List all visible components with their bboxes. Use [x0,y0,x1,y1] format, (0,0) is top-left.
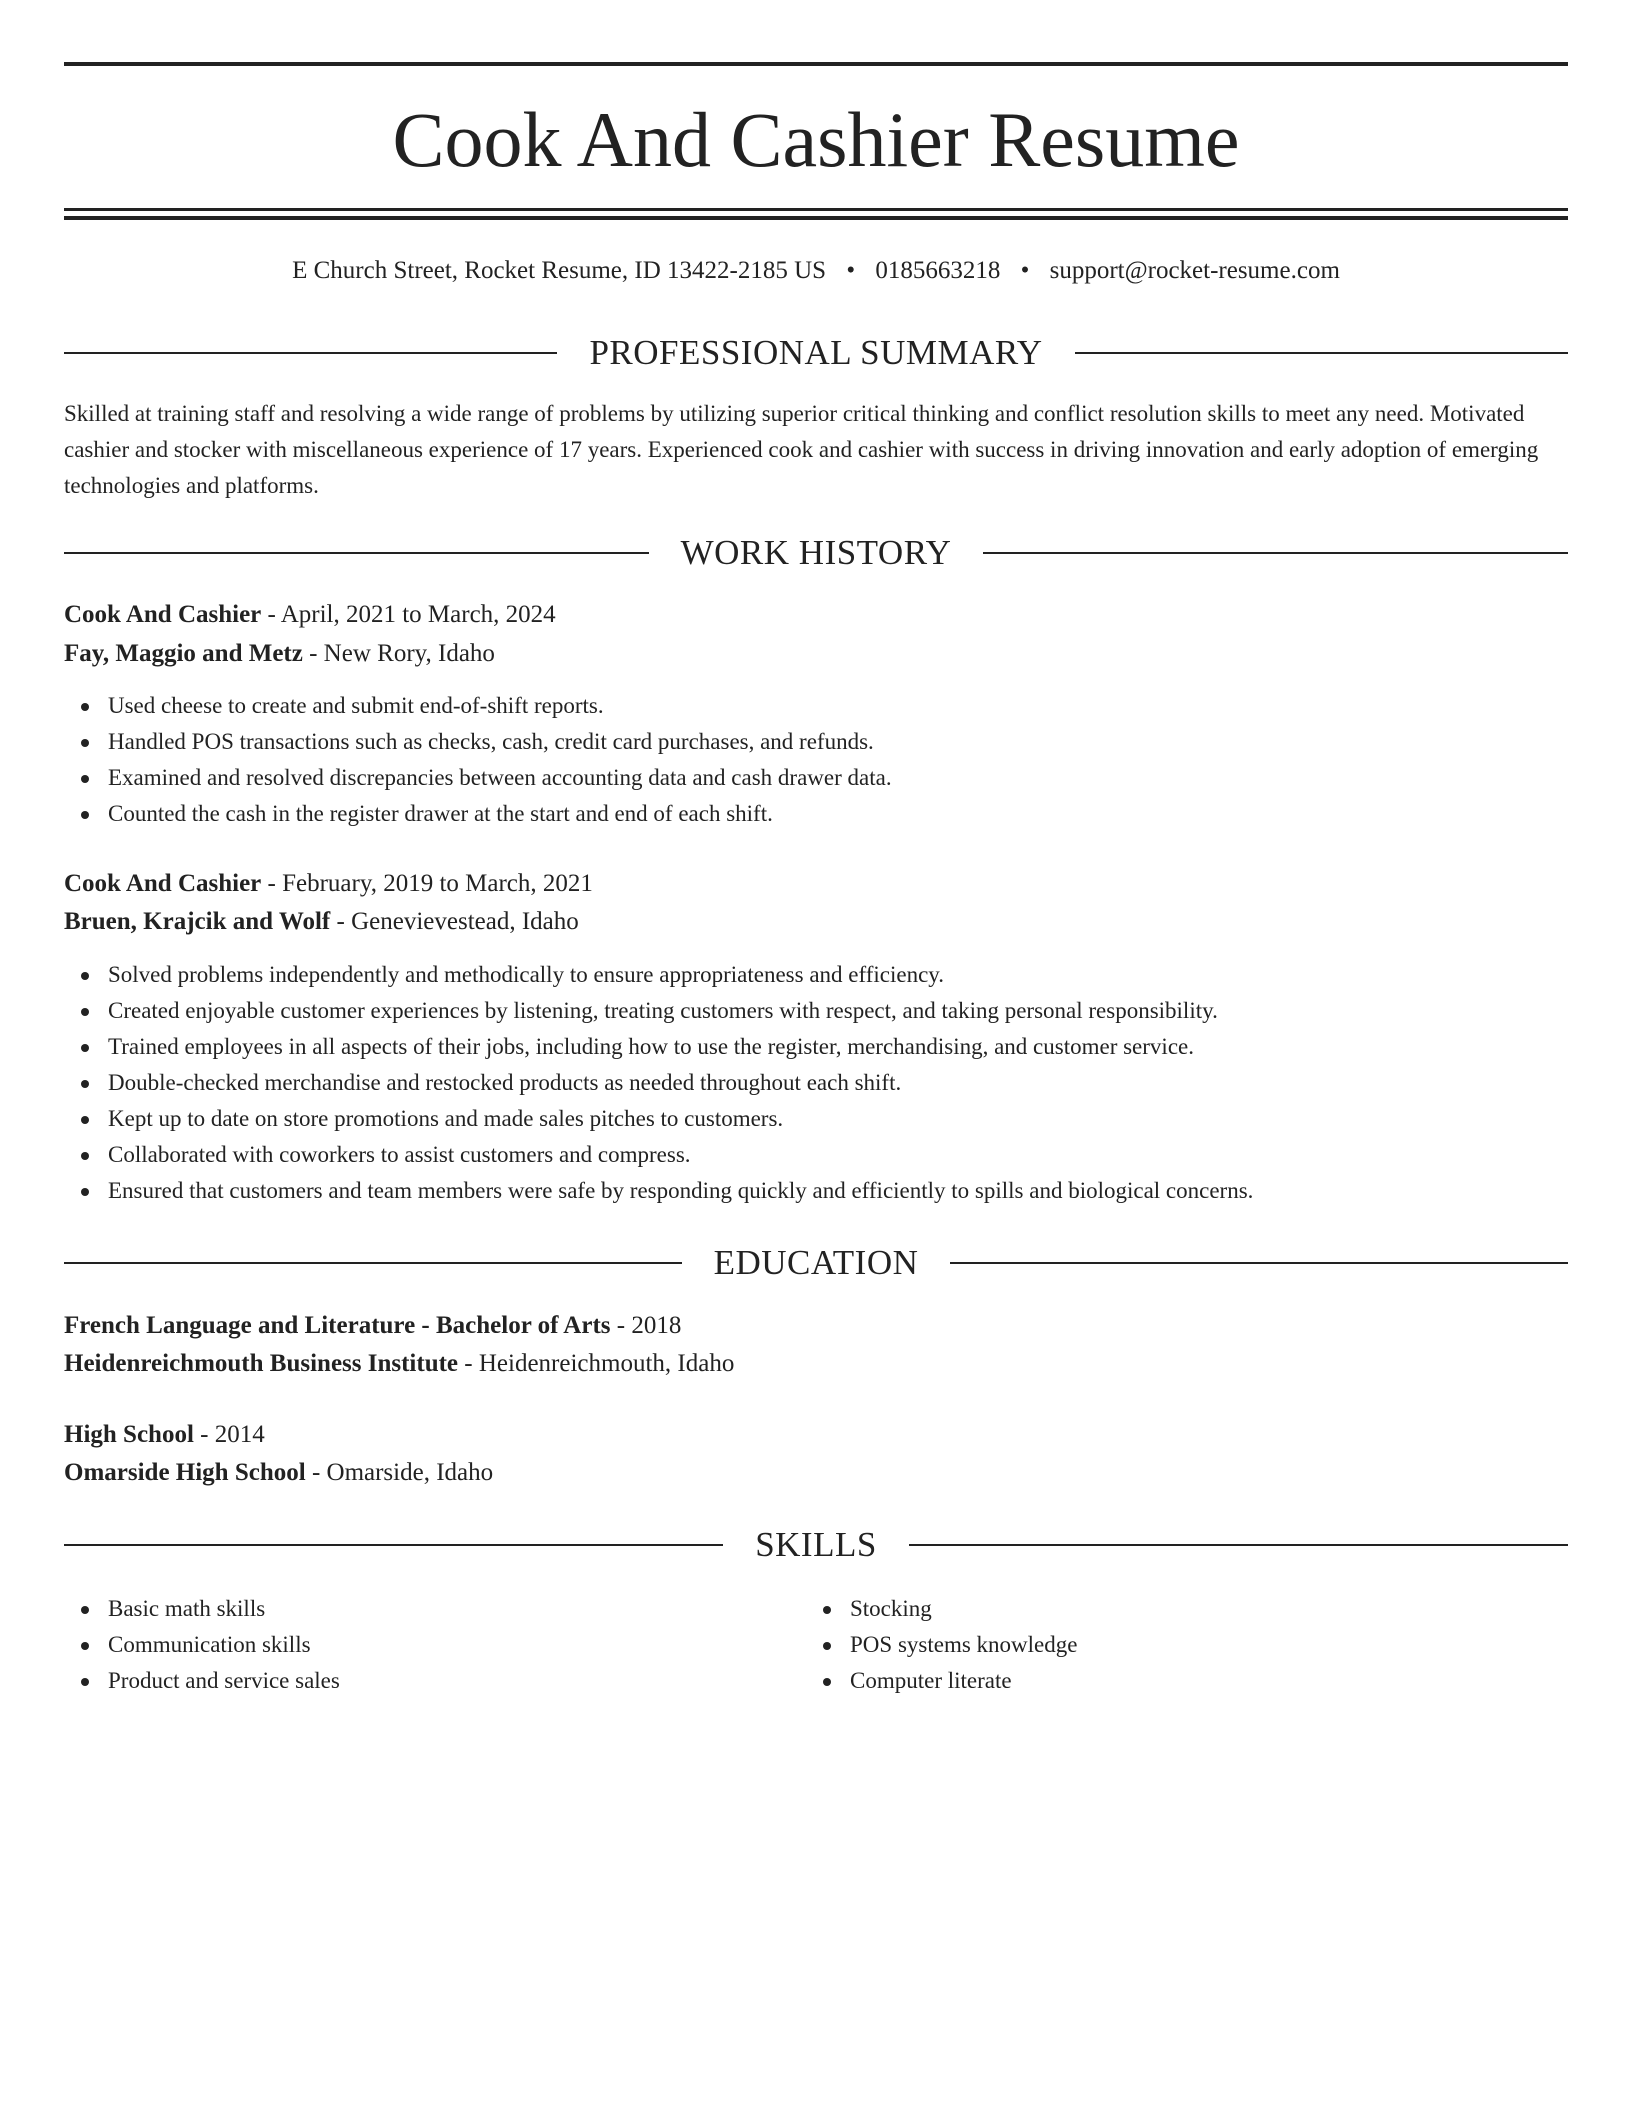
job-employer: Bruen, Krajcik and Wolf [64,908,331,935]
contact-separator: • [1020,257,1030,284]
bullet-icon [81,703,89,711]
section-rule-right [950,1262,1568,1264]
summary-section-heading [64,331,1568,375]
job-location: - Genevievestead, Idaho [330,908,579,935]
education-location: - Omarside, Idaho [305,1459,494,1486]
bullet-icon [81,1116,89,1124]
list-item: Counted the cash in the register drawer at the start and end of each shift. [64,796,892,832]
list-item: Used cheese to create and submit end-of-shift reports. [64,688,892,724]
education-year: - 2018 [610,1312,682,1339]
list-item: Communication skills [64,1627,340,1663]
job-employer-line [64,904,1568,940]
list-item: Product and service sales [64,1663,340,1699]
bullet-icon [81,1188,89,1196]
job-duties-list [64,957,1253,1209]
education-location: - Heidenreichmouth, Idaho [458,1350,735,1377]
job-dates: - April, 2021 to March, 2024 [261,601,556,628]
section-rule-right [1075,352,1568,354]
education-degree: French Language and Literature - Bachelor of Arts [64,1312,611,1339]
contact-separator: • [846,257,856,284]
skills-list-right [806,1591,1077,1699]
job-location: - New Rory, Idaho [302,640,495,667]
bullet-icon [823,1678,831,1686]
skills-section-heading [64,1523,1568,1567]
contact-phone: 0185663218 [875,257,1001,284]
section-heading-label: SKILLS [755,1525,877,1564]
education-school-line [64,1455,1568,1491]
job-title: Cook And Cashier [64,601,262,628]
contact-line [64,254,1568,288]
job-title-line [64,866,1568,902]
list-item: Handled POS transactions such as checks, cash, credit card purchases, and refunds. [64,724,892,760]
list-item: Created enjoyable customer experiences by listening, treating customers with respect, and taking personal responsibility. [64,993,1253,1029]
skills-list-left [64,1591,340,1699]
section-heading-label: WORK HISTORY [680,533,952,572]
list-item: Collaborated with coworkers to assist customers and compress. [64,1137,1253,1173]
list-item: Solved problems independently and methodically to ensure appropriateness and efficiency. [64,957,1253,993]
list-item: Basic math skills [64,1591,340,1627]
header-top-rule [64,62,1568,66]
bullet-icon [81,1606,89,1614]
bullet-icon [81,1008,89,1016]
bullet-icon [81,972,89,980]
education-degree: High School [64,1421,194,1448]
job-dates: - February, 2019 to March, 2021 [261,870,593,897]
job-title: Cook And Cashier [64,870,262,897]
list-item: Double-checked merchandise and restocked products as needed throughout each shift. [64,1065,1253,1101]
education-school-line [64,1346,1568,1382]
section-heading-label: EDUCATION [713,1243,919,1282]
bullet-icon [81,1152,89,1160]
bullet-icon [81,1678,89,1686]
education-section-heading [64,1241,1568,1285]
bullet-icon [81,1642,89,1650]
job-employer: Fay, Maggio and Metz [64,640,303,667]
education-degree-line [64,1417,1568,1453]
job-title-line [64,597,1568,633]
bullet-icon [81,811,89,819]
section-rule-left [64,352,557,354]
bullet-icon [823,1606,831,1614]
bullet-icon [81,775,89,783]
work-section-heading [64,531,1568,575]
education-year: - 2014 [193,1421,265,1448]
job-employer-line [64,636,1568,672]
list-item: Stocking [806,1591,1077,1627]
list-item: Ensured that customers and team members were safe by responding quickly and efficiently to spills and biological concerns. [64,1173,1253,1209]
resume-title: Cook And Cashier Resume [392,96,1240,183]
bullet-icon [81,1080,89,1088]
bullet-icon [823,1642,831,1650]
section-rule-right [909,1544,1568,1546]
contact-email: support@rocket-resume.com [1049,257,1340,284]
education-degree-line [64,1308,1568,1344]
bullet-icon [81,1044,89,1052]
job-duties-list [64,688,892,832]
list-item: Trained employees in all aspects of their jobs, including how to use the register, merchandising, and customer service. [64,1029,1253,1065]
header-double-rule-lower [64,216,1568,220]
list-item: Kept up to date on store promotions and made sales pitches to customers. [64,1101,1253,1137]
section-rule-left [64,552,649,554]
list-item: POS systems knowledge [806,1627,1077,1663]
list-item: Computer literate [806,1663,1077,1699]
section-rule-left [64,1544,723,1546]
section-rule-right [983,552,1568,554]
bullet-icon [81,739,89,747]
education-school: Omarside High School [64,1459,306,1486]
contact-address: E Church Street, Rocket Resume, ID 13422-2185 US [292,257,827,284]
section-rule-left [64,1262,682,1264]
summary-text: Skilled at training staff and resolving a wide range of problems by utilizing superior critical thinking and conflict resolution skills to meet any need. Motivated cashier and stocker with miscellaneous experience of 17 years. Experienced cook and cashier with success in driving innovation and early adoption of emerging technologies and platforms. [64,401,1539,498]
list-item: Examined and resolved discrepancies between accounting data and cash drawer data. [64,760,892,796]
section-heading-label: PROFESSIONAL SUMMARY [589,333,1043,372]
education-school: Heidenreichmouth Business Institute [64,1350,459,1377]
header-double-rule-upper [64,208,1568,211]
